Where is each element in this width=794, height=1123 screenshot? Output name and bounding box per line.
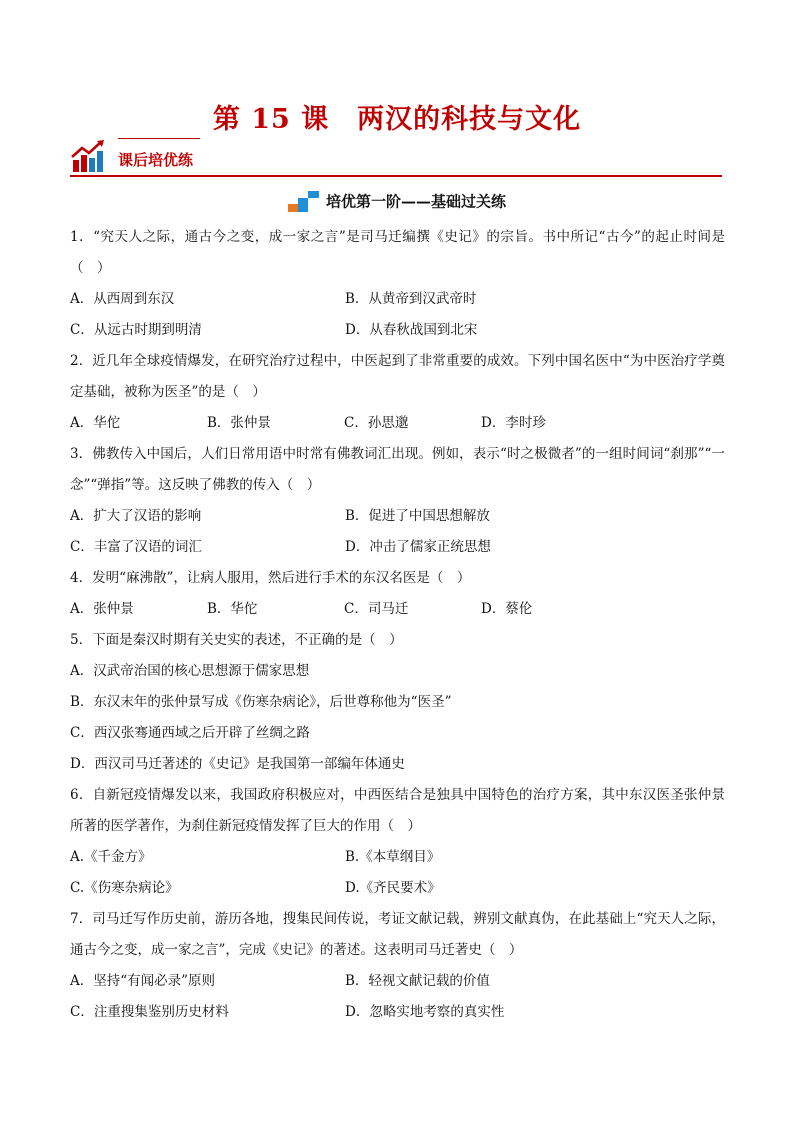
- option-c: C.《伤寒杂病论》: [70, 880, 179, 896]
- question-stem: 7．司马迁写作历史前，游历各地，搜集民间传说，考证文献记载，辨别文献真伪，在此基础上“究天人之际，通古今之变，成一家之言”，完成《史记》的著述。这表明司马迁著史（ ）: [70, 911, 725, 958]
- option-a: A．扩大了汉语的影响: [70, 508, 202, 524]
- option-row: [70, 842, 725, 873]
- option-a: A．华佗: [70, 415, 121, 431]
- option-row: [70, 873, 725, 904]
- option-column: [70, 656, 725, 780]
- option-a: A．坚持“有闻必录”原则: [70, 973, 216, 989]
- option-b: B．张仲景: [207, 415, 271, 431]
- question-stem: 2．近几年全球疫情爆发，在研究治疗过程中，中医起到了非常重要的成效。下列中国名医中“为中医治疗学奠定基础，被称为医圣”的是（ ）: [70, 353, 725, 400]
- stage-heading-text: 培优第一阶——基础过关练: [325, 192, 506, 211]
- option-a: A．汉武帝治国的核心思想源于儒家思想: [70, 663, 310, 679]
- question-stem: 1．“究天人之际，通古今之变，成一家之言”是司马迁编撰《史记》的宗旨。书中所记“古今”的起止时间是（ ）: [70, 229, 725, 276]
- question-6: [70, 780, 725, 904]
- option-a: A．从西周到东汉: [70, 291, 175, 307]
- option-b: B．东汉末年的张仲景写成《伤寒杂病论》，后世尊称他为“医圣”: [70, 694, 452, 710]
- section-header: [70, 136, 722, 180]
- rising-chart-icon: [70, 138, 106, 174]
- option-row: [70, 997, 725, 1028]
- option-d: D．西汉司马迁著述的《史记》是我国第一部编年体通史: [70, 756, 405, 772]
- option-c: C．司马迁: [344, 601, 409, 617]
- option-b: B．轻视文献记载的价值: [345, 973, 490, 989]
- stage-heading: [0, 190, 794, 212]
- option-row: [70, 408, 725, 439]
- question-2: [70, 346, 725, 439]
- option-b: B．从黄帝到汉武帝时: [345, 291, 477, 307]
- question-3: [70, 439, 725, 563]
- option-d: D．冲击了儒家正统思想: [345, 539, 491, 555]
- option-a: A．张仲景: [70, 601, 134, 617]
- option-b: B．促进了中国思想解放: [345, 508, 490, 524]
- option-d: D.《齐民要术》: [345, 880, 441, 896]
- option-d: D．蔡伦: [481, 601, 533, 617]
- question-5: [70, 625, 725, 780]
- option-c: C．西汉张骞通西域之后开辟了丝绸之路: [70, 725, 310, 741]
- option-row: [70, 966, 725, 997]
- option-c: C．从远古时期到明清: [70, 322, 202, 338]
- question-4: [70, 563, 725, 625]
- section-label: 课后培优练: [118, 151, 194, 169]
- option-row: [70, 594, 725, 625]
- option-c: C．注重搜集鉴别历史材料: [70, 1004, 229, 1020]
- stairs-icon: [288, 190, 320, 212]
- question-stem: 6．自新冠疫情爆发以来，我国政府积极应对，中西医结合是独具中国特色的治疗方案，其中东汉医圣张仲景所著的医学著作，为刹住新冠疫情发挥了巨大的作用（ ）: [70, 787, 725, 834]
- option-b: B.《本草纲目》: [345, 849, 441, 865]
- option-d: D．忽略实地考察的真实性: [345, 1004, 505, 1020]
- option-row: [70, 315, 725, 346]
- question-list: [70, 222, 725, 1028]
- question-stem: 3．佛教传入中国后，人们日常用语中时常有佛教词汇出现。例如，表示“时之极微者”的一组时间词“刹那”“一念”“弹指”等。这反映了佛教的传入（ ）: [70, 446, 725, 493]
- option-row: [70, 532, 725, 563]
- short-rule: [118, 138, 200, 139]
- option-row: [70, 501, 725, 532]
- option-b: B．华佗: [207, 601, 258, 617]
- question-1: [70, 222, 725, 346]
- page-title: 第 15 课 两汉的科技与文化: [212, 104, 582, 135]
- question-7: [70, 904, 725, 1028]
- option-d: D．从春秋战国到北宋: [345, 322, 478, 338]
- question-stem: 5．下面是秦汉时期有关史实的表述，不正确的是（ ）: [70, 632, 403, 648]
- option-c: C．孙思邈: [344, 415, 409, 431]
- option-a: A.《千金方》: [70, 849, 152, 865]
- option-row: [70, 284, 725, 315]
- option-c: C．丰富了汉语的词汇: [70, 539, 202, 555]
- header-rule: [70, 175, 722, 177]
- option-d: D．李时珍: [481, 415, 546, 431]
- question-stem: 4．发明“麻沸散”，让病人服用，然后进行手术的东汉名医是（ ）: [70, 570, 471, 586]
